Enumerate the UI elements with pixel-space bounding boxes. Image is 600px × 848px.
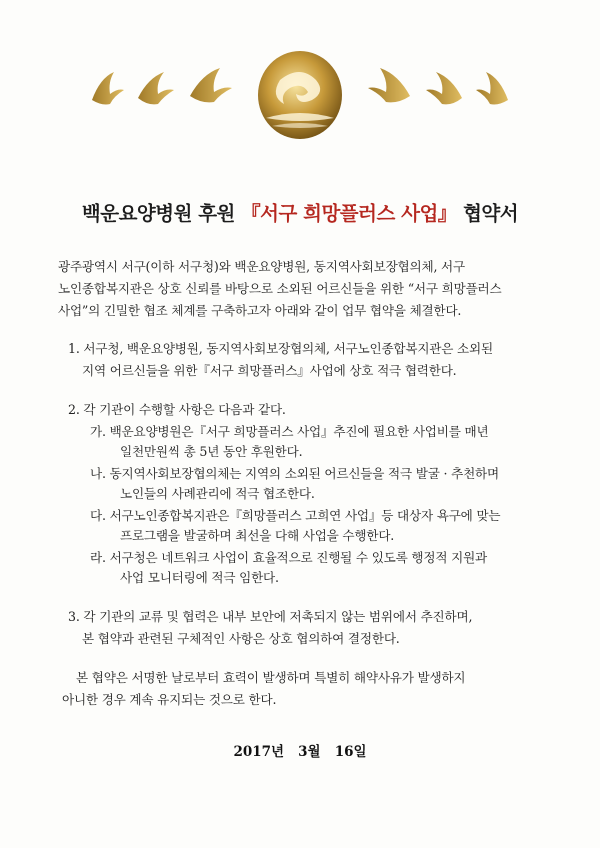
item2-sub-a-line-1: 가. 백운요양병원은『서구 희망플러스 사업』추진에 필요한 사업비를 매년	[90, 424, 489, 439]
item2-sub-a-line-2: 일천만원씩 총 5년 동안 후원한다.	[120, 444, 303, 459]
item3-line-2: 본 협약과 관련된 구체적인 사항은 상호 협의하여 결정한다.	[82, 631, 400, 646]
title-part-agreement: 협약서	[456, 202, 519, 225]
closing-line-1: 본 협약은 서명한 날로부터 효력이 발생하며 특별히 해약사유가 발생하지	[76, 670, 466, 685]
item2-sub-c-line-1: 다. 서구노인종합복지관은『희망플러스 고희연 사업』등 대상자 욕구에 맞는	[90, 508, 501, 523]
item2-sub-b-line-2: 노인들의 사례관리에 적극 협조한다.	[120, 486, 315, 501]
item2-sub-d-line-1: 라. 서구청은 네트워크 사업이 효율적으로 진행될 수 있도록 행정적 지원과	[90, 550, 487, 565]
crane-left-outer-icon	[92, 72, 124, 105]
item1-line-1: 1. 서구청, 백운요양병원, 동지역사회보장협의체, 서구노인종합복지관은 소외된	[68, 341, 493, 356]
intro-line-3: 사업”의 긴밀한 협조 체계를 구축하고자 아래와 같이 업무 협약을 체결한다.	[58, 303, 462, 318]
item2-heading: 2. 각 기관이 수행할 사항은 다음과 같다.	[68, 402, 286, 417]
crane-left-middle-icon	[138, 72, 174, 104]
agreement-date: 2017년 3월 16일	[233, 744, 367, 760]
document-title	[30, 198, 570, 226]
item2-sub-b-line-1: 나. 동지역사회보장협의체는 지역의 소외된 어르신들을 적극 발굴 · 추천하며	[90, 466, 499, 481]
gold-emblem-logo	[80, 40, 520, 140]
crane-left-inner-icon	[190, 68, 232, 102]
item1-line-2: 지역 어르신들을 위한『서구 희망플러스』사업에 상호 적극 협력한다.	[82, 363, 457, 378]
central-swirl-emblem-icon	[258, 51, 342, 139]
item2-sub-c-line-2: 프로그램을 발굴하며 최선을 다해 사업을 수행한다.	[120, 528, 395, 543]
item3-line-1: 3. 각 기관의 교류 및 협력은 내부 보안에 저촉되지 않는 범위에서 추진하며,	[68, 609, 473, 624]
intro-line-2: 노인종합복지관은 상호 신뢰를 바탕으로 소외된 어르신들을 위한 “서구 희망플러스	[58, 281, 502, 296]
intro-line-1: 광주광역시 서구(이하 서구청)와 백운요양병원, 동지역사회보장협의체, 서구	[58, 259, 465, 274]
title-part-hospital: 백운요양병원 후원	[81, 202, 242, 225]
closing-line-2: 아니한 경우 계속 유지되는 것으로 한다.	[62, 692, 277, 707]
item2-sub-d-line-2: 사업 모니터링에 적극 임한다.	[120, 570, 279, 585]
crane-right-inner-icon	[368, 68, 410, 102]
crane-right-middle-icon	[426, 72, 462, 104]
title-part-project: 『서구 희망플러스 사업』	[241, 202, 457, 225]
crane-right-outer-icon	[476, 72, 508, 105]
